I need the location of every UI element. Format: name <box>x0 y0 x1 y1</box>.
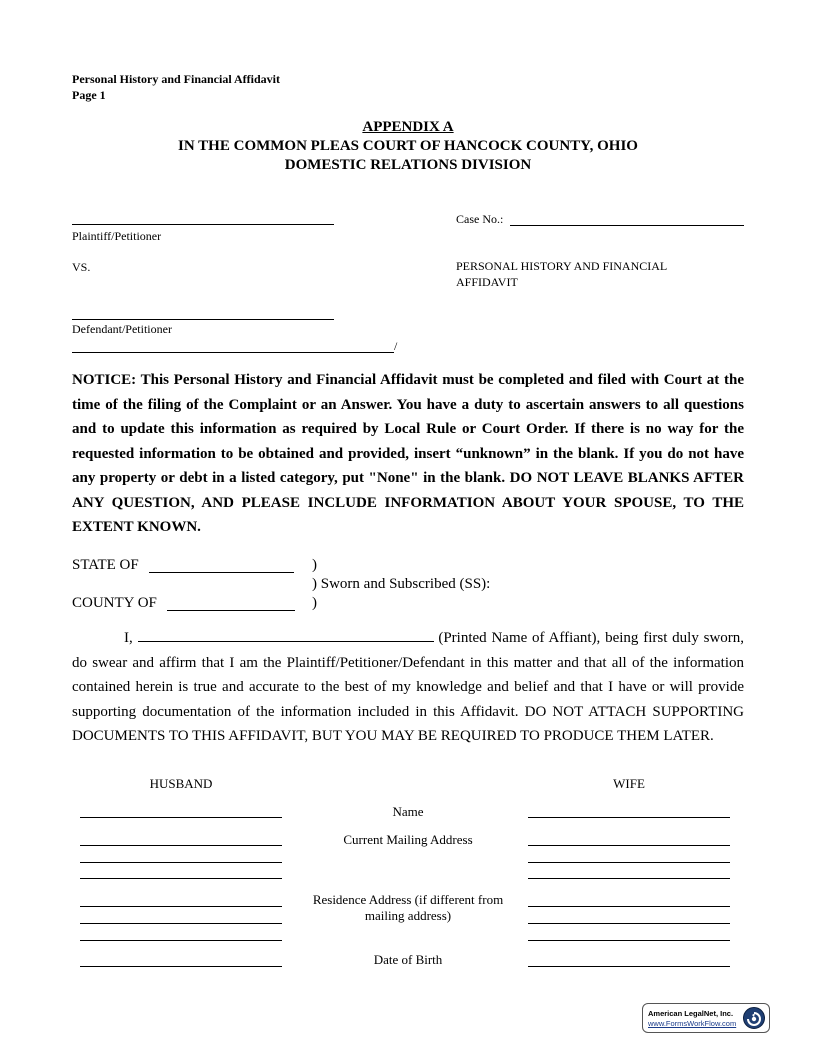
case-no-field[interactable] <box>510 225 744 226</box>
row-label-name: Name <box>392 804 424 819</box>
doc-title-line1: PERSONAL HISTORY AND FINANCIAL <box>456 259 668 273</box>
row-label-mailing: Current Mailing Address <box>343 832 473 847</box>
husband-residence-line-3[interactable] <box>80 940 282 941</box>
affiant-name-field[interactable] <box>138 628 434 642</box>
husband-header: HUSBAND <box>149 776 213 791</box>
form-title: Personal History and Financial Affidavit <box>72 72 281 86</box>
husband-mailing-line-1[interactable] <box>80 845 282 846</box>
caption-slash: / <box>394 339 398 353</box>
wife-mailing-line-2[interactable] <box>528 862 730 863</box>
wife-header: WIFE <box>613 776 645 791</box>
husband-residence-line-1[interactable] <box>80 906 282 907</box>
wife-mailing-line-3[interactable] <box>528 878 730 879</box>
wife-dob-field[interactable] <box>528 966 730 967</box>
affiant-statement <box>72 626 744 749</box>
wife-residence-line-3[interactable] <box>528 940 730 941</box>
doc-title-line2: AFFIDAVIT <box>456 275 518 289</box>
husband-dob-field[interactable] <box>80 966 282 967</box>
plaintiff-label: Plaintiff/Petitioner <box>72 229 162 243</box>
row-label-dob: Date of Birth <box>373 952 443 967</box>
husband-mailing-line-2[interactable] <box>80 862 282 863</box>
state-label: STATE OF <box>72 557 139 573</box>
defendant-name-field[interactable] <box>72 319 334 320</box>
sworn-label: ) Sworn and Subscribed (SS): <box>312 576 491 592</box>
husband-name-field[interactable] <box>80 817 282 818</box>
wife-residence-line-2[interactable] <box>528 923 730 924</box>
state-paren: ) <box>312 557 317 573</box>
appendix-title: APPENDIX A <box>362 119 454 135</box>
case-no-label: Case No.: <box>456 212 504 226</box>
county-paren: ) <box>312 595 317 611</box>
state-field[interactable] <box>149 572 294 573</box>
caption-divider <box>72 352 394 353</box>
forms-workflow-badge[interactable] <box>642 1003 770 1033</box>
wife-mailing-line-1[interactable] <box>528 845 730 846</box>
husband-residence-line-2[interactable] <box>80 923 282 924</box>
notice-paragraph: NOTICE: This Personal History and Financial Affidavit must be completed and filed with Court at the time of the filing of the Complaint or an Answer. You have a duty to ascertain answers to all questions and to update this information as required by Local Rule or Court Order. If there is no way for the requested information to be obtained and provided, insert “unknown” in the blank. If you do not have any property or debt in a listed category, put "None" in the blank. DO NOT LEAVE BLANKS AFTER ANY QUESTION, AND PLEASE INCLUDE INFORMATION ABOUT YOUR SPOUSE, TO THE EXTENT KNOWN. <box>72 372 744 535</box>
badge-website[interactable]: www.FormsWorkFlow.com <box>648 1019 737 1028</box>
husband-mailing-line-3[interactable] <box>80 878 282 879</box>
row-label-residence-2: mailing address) <box>364 908 452 923</box>
row-label-residence-1: Residence Address (if different from <box>312 892 504 907</box>
affiant-prefix: I, <box>124 630 133 646</box>
defendant-label: Defendant/Petitioner <box>72 322 172 336</box>
court-title: IN THE COMMON PLEAS COURT OF HANCOCK COUNTY, OHIO <box>178 138 638 154</box>
globe-logo-icon <box>742 1006 766 1030</box>
badge-company: American LegalNet, Inc. <box>648 1009 734 1018</box>
plaintiff-name-field[interactable] <box>72 224 334 225</box>
wife-name-field[interactable] <box>528 817 730 818</box>
wife-residence-line-1[interactable] <box>528 906 730 907</box>
printed-name-hint: (Printed Name of Affiant), being first duly sworn, <box>438 630 745 646</box>
division-title: DOMESTIC RELATIONS DIVISION <box>284 157 532 173</box>
vs-label: VS. <box>72 260 91 274</box>
county-label: COUNTY OF <box>72 595 157 611</box>
affiant-statement-text: do swear and affirm that I am the Plaintiff/Petitioner/Defendant in this matter and that all of the information contained herein is true and accurate to the best of my knowledge and belief and that I have or will provide supporting documentation of the information included in this Affidavit. DO NOT ATTACH SUPPORTING DOCUMENTS TO THIS AFFIDAVIT, BUT YOU MAY BE REQUIRED TO PRODUCE THEM LATER. <box>72 654 744 744</box>
page-label: Page 1 <box>72 88 106 102</box>
county-field[interactable] <box>167 610 295 611</box>
